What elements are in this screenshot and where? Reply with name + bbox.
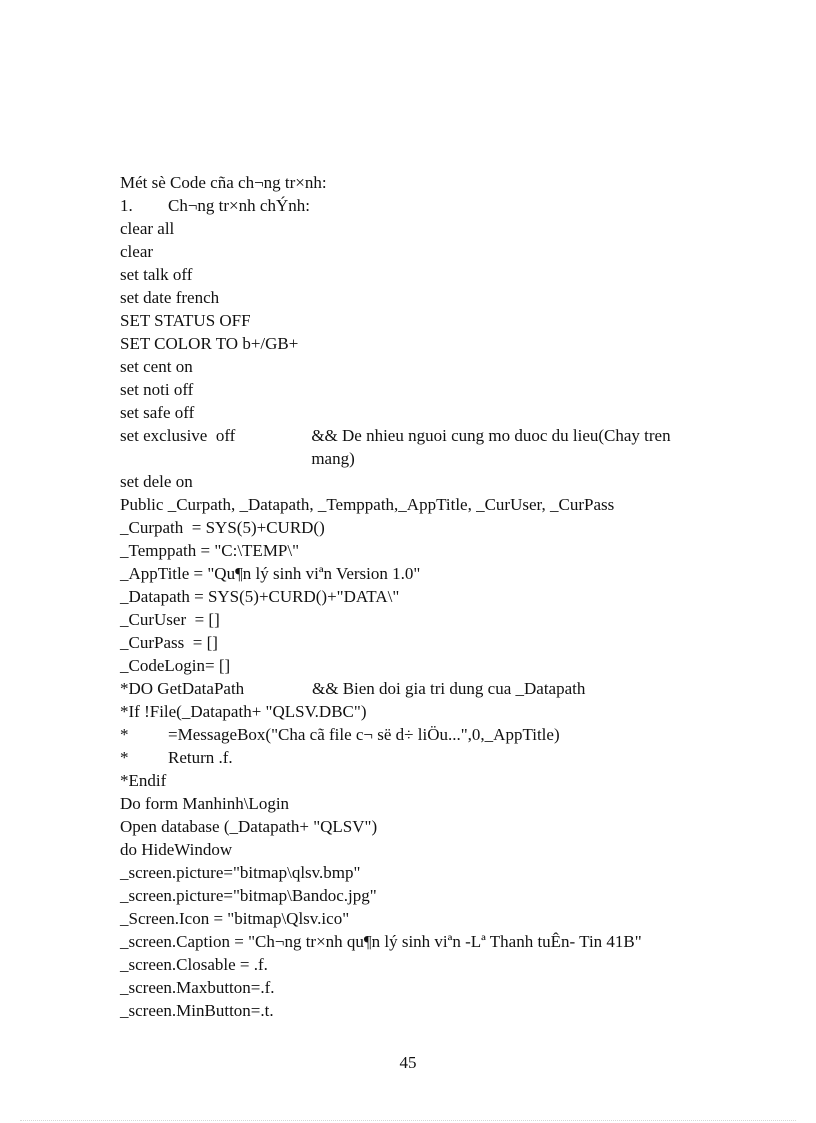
code-line: set cent on [120, 357, 193, 376]
code-line: _screen.Maxbutton=.f. [120, 978, 275, 997]
comment-marker: * [120, 748, 129, 767]
code-line: _screen.Caption = "Ch¬ng tr×nh qu¶n lý sinh viªn -Lª Thanh tuÊn- Tin 41B" [120, 932, 642, 951]
code-line: _Datapath = SYS(5)+CURD()+"DATA\" [120, 587, 400, 606]
code-line: _screen.Closable = .f. [120, 955, 268, 974]
code-block-settings [120, 217, 680, 424]
code-line: _CurPass = [] [120, 633, 218, 652]
code-line: _Temppath = "C:\TEMP\" [120, 541, 300, 560]
code-comment: && Bien doi gia tri dung cua _Datapath [312, 679, 586, 698]
page-bottom-divider [20, 1120, 796, 1121]
code-line-exclusive [120, 424, 680, 470]
code-line: Open database (_Datapath+ "QLSV") [120, 817, 378, 836]
code-line: SET COLOR TO b+/GB+ [120, 334, 299, 353]
subsection-number: 1. [120, 196, 133, 215]
code-line: set dele on [120, 472, 193, 491]
page-number: 45 [399, 1053, 417, 1072]
code-line: set date french [120, 288, 220, 307]
code-block-variables [120, 470, 680, 677]
code-text: =MessageBox("Cha cã file c¬ së d÷ liÖu...",0,_AppTitle) [168, 725, 560, 744]
code-line: _Screen.Icon = "bitmap\Qlsv.ico" [120, 909, 350, 928]
code-line: *Endif [120, 771, 167, 790]
code-line: set talk off [120, 265, 193, 284]
comment-marker: * [120, 725, 129, 744]
code-line: _screen.MinButton=.t. [120, 1001, 274, 1020]
code-line-return [120, 746, 680, 769]
code-line: set noti off [120, 380, 194, 399]
code-line: SET STATUS OFF [120, 311, 251, 330]
code-line: clear [120, 242, 154, 261]
code-line: _CurUser = [] [120, 610, 220, 629]
code-text: *DO GetDataPath [120, 679, 245, 698]
code-line: Public _Curpath, _Datapath, _Temppath,_AppTitle, _CurUser, _CurPass [120, 495, 615, 514]
code-line-if: *If !File(_Datapath+ "QLSV.DBC") [120, 702, 367, 721]
code-text: Return .f. [168, 748, 233, 767]
code-block-screen [120, 769, 680, 1022]
document-body [120, 171, 680, 1022]
code-line: set safe off [120, 403, 195, 422]
subsection-title [120, 194, 680, 217]
code-line: do HideWindow [120, 840, 233, 859]
code-line: clear all [120, 219, 175, 238]
code-line: _Curpath = SYS(5)+CURD() [120, 518, 325, 537]
section-heading: Mét sè Code cña ch¬ng tr×nh: [120, 173, 327, 192]
code-line-getdatapath [120, 677, 680, 700]
code-line: _screen.picture="bitmap\Bandoc.jpg" [120, 886, 377, 905]
code-line: Do form Manhinh\Login [120, 794, 290, 813]
code-line: _screen.picture="bitmap\qlsv.bmp" [120, 863, 361, 882]
code-comment: && De nhieu nguoi cung mo duoc du lieu(Chay tren mang) [311, 426, 671, 468]
code-line: _CodeLogin= [] [120, 656, 231, 675]
code-line-messagebox [120, 723, 680, 746]
subsection-label: Ch¬ng tr×nh chÝnh: [168, 196, 310, 215]
code-text: set exclusive off [120, 426, 236, 445]
code-line: _AppTitle = "Qu¶n lý sinh viªn Version 1.0" [120, 564, 421, 583]
